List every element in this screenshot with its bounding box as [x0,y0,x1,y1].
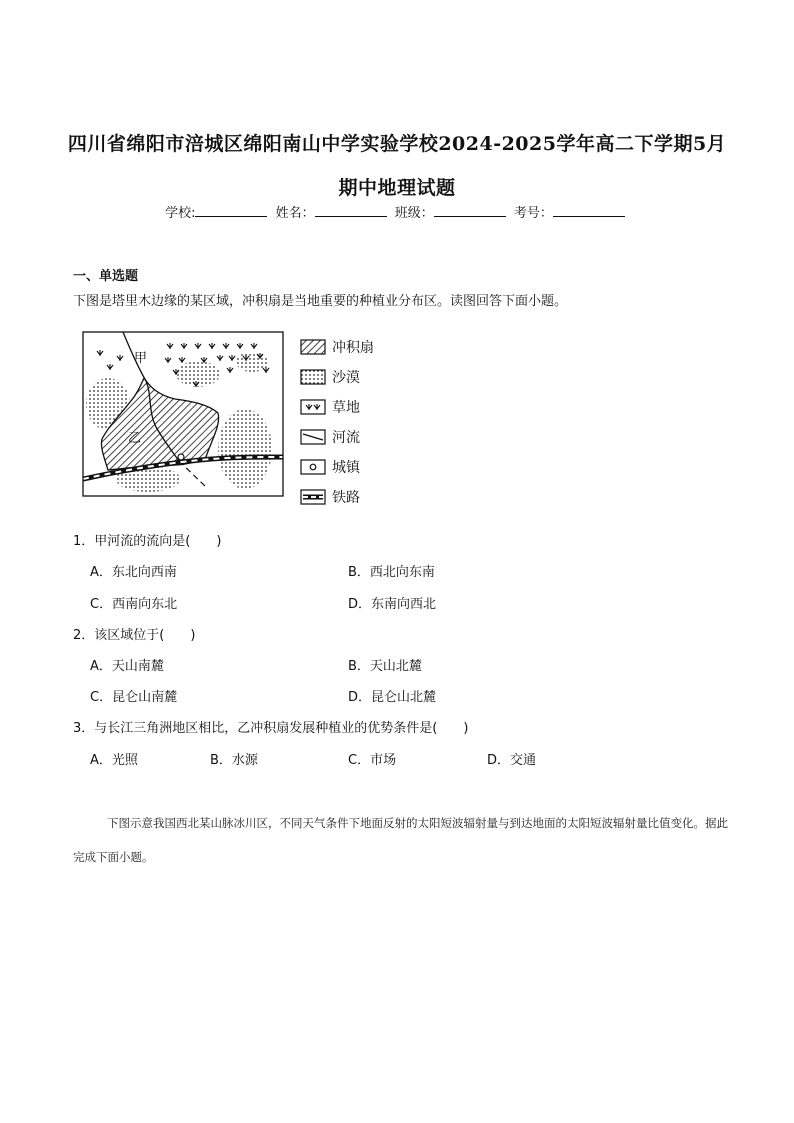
question-intro: 下图是塔里木边缘的某区域，冲积扇是当地重要的种植业分布区。读图回答下面小题。 [73,294,568,309]
question-1-option-d[interactable]: D．东南向西北 [348,597,437,612]
question-2-stem: 2．该区域位于( ) [73,628,196,643]
legend-item-alluvial-fan [300,332,374,362]
dots-icon [300,369,326,385]
id-blank[interactable] [553,204,625,217]
railway-icon [300,489,326,505]
id-label: 考号： [513,206,553,221]
region-map [80,329,286,499]
school-label: 学校: [165,206,196,221]
class-blank[interactable] [434,204,506,217]
grass-icon [300,399,326,415]
question-2-option-b[interactable]: B．天山北麓 [348,659,422,674]
legend-label: 河流 [332,430,360,446]
school-blank[interactable] [195,204,267,217]
question-3-option-c[interactable]: C．市场 [348,753,397,768]
legend-label: 城镇 [332,460,360,476]
legend-item-desert [300,362,374,392]
map-legend [300,332,374,512]
legend-label: 铁路 [332,490,360,506]
question-2-option-c[interactable]: C．昆仑山南麓 [90,690,178,705]
next-question-intro: 下图示意我国西北某山脉冰川区，不同天气条件下地面反射的太阳短波辐射量与到达地面的太阳短波辐射量比值变化。据此完成下面小题。 [73,816,728,864]
question-1-option-b[interactable]: B．西北向东南 [348,565,435,580]
page-title: 四川省绵阳市涪城区绵阳南山中学实验学校2024-2025学年高二下学期5月期中地理试题 [67,133,727,199]
map-label-jia: 甲 [134,351,148,366]
legend-item-grassland [300,392,374,422]
desert-area-east [218,409,272,489]
town-icon [300,459,326,475]
legend-label: 冲积扇 [332,340,374,356]
legend-label: 草地 [332,400,360,416]
question-1-option-c[interactable]: C．西南向东北 [90,597,178,612]
name-blank[interactable] [315,204,387,217]
question-2-option-a[interactable]: A．天山南麓 [90,659,164,674]
map-label-yi: 乙 [128,431,142,446]
legend-item-town [300,452,374,482]
town-marker [178,454,184,460]
river-icon [300,429,326,445]
legend-label: 沙漠 [332,370,360,386]
hatch-icon [300,339,326,355]
legend-item-railway [300,482,374,512]
question-3-option-d[interactable]: D．交通 [487,753,537,768]
student-info-line [0,202,794,221]
name-label: 姓名： [275,206,315,221]
question-2-option-d[interactable]: D．昆仑山北麓 [348,690,437,705]
question-3-option-a[interactable]: A．光照 [90,753,138,768]
question-1-option-a[interactable]: A．东北向西南 [90,565,177,580]
river-dashed [179,461,206,487]
question-1-stem: 1．甲河流的流向是( ) [73,534,222,549]
class-label: 班级： [394,206,434,221]
section-heading: 一、单选题 [73,269,139,284]
question-3-stem: 3．与长江三角洲地区相比，乙冲积扇发展种植业的优势条件是( ) [73,721,469,736]
legend-item-river [300,422,374,452]
question-3-option-b[interactable]: B．水源 [210,753,258,768]
